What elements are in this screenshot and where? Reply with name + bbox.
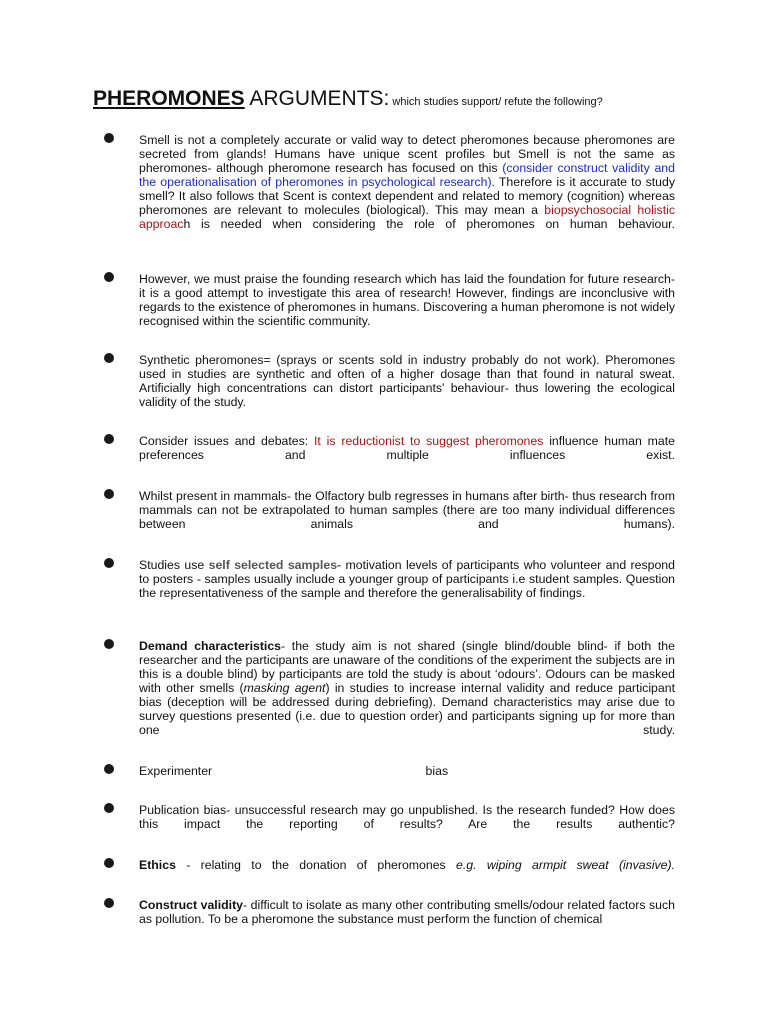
bullet-icon (104, 272, 114, 282)
item-bold-label: Construct validity (139, 898, 244, 912)
item-text: motivation levels of participants who volunteer and respond to posters - samples usually include a younger group of participants i.e student samples. Question the representativeness of the sample and therefore the generalisability of findings. (139, 558, 675, 600)
list-item (139, 272, 675, 328)
bullet-icon (104, 898, 114, 908)
title-bold: PHEROMONES (93, 87, 245, 110)
list-item (139, 898, 675, 926)
item-text: Therefore is it accurate to study smell? It also follows that Scent is context dependent and related to memory (cognition) whereas pheromones are relevant to molecules (biological). This may mean a (139, 175, 675, 217)
item-highlight-red: It is reductionist to suggest pheromones (314, 434, 544, 448)
list-item (139, 353, 675, 409)
bullet-icon (104, 353, 114, 363)
item-italic: masking agent (243, 681, 326, 695)
item-text: However, we must praise the founding research which has laid the foundation for future research- it is a good attempt to investigate this area of research! However, findings are inconclusive with regards to the existence of pheromones in humans. Discovering a human pheromone is not widely recognised within the scientific community. (139, 272, 675, 328)
title-regular: ARGUMENTS: (244, 87, 390, 110)
item-highlight-blue: (consider construct validity and the operationalisation of pheromones in psychological research). (139, 161, 675, 189)
item-text: Synthetic pheromones= (sprays or scents sold in industry probably do not work). Pheromones used in studies are synthetic and often of a higher dosage than that found in natural sweat. Artificially high concentrations can distort participants' behaviour- thus lowering the ecological validity of the study. (139, 353, 675, 409)
item-highlight-red: biopsychosocial holistic approac (139, 203, 675, 231)
item-text: Whilst present in mammals- the Olfactory bulb regresses in humans after birth- thus research from mammals can not be extrapolated to human samples (there are too many individual differences between animals and humans). (139, 489, 675, 531)
list-item (139, 489, 675, 531)
item-text: Experimenter bias (139, 764, 449, 778)
item-text: - difficult to isolate as many other contributing smells/odour related factors such as pollution. To be a pheromone the substance must perform the function of chemical (139, 898, 676, 926)
item-text: Smell is not a completely accurate or valid way to detect pheromones because pheromones are secreted from glands! Humans have unique scent profiles but Smell is not the same as pheromones- although pheromone research has focused on this (139, 133, 675, 175)
item-italic: e.g. wiping armpit sweat (invasive). (456, 858, 675, 872)
bullet-icon (104, 803, 114, 813)
item-bold-label: Demand characteristics (139, 639, 282, 653)
page-title (93, 88, 603, 109)
list-item (139, 764, 675, 778)
item-text: Publication bias- unsuccessful research may go unpublished. Is the research funded? How does this impact the reporting of results? Are the results authentic? (139, 803, 675, 831)
list-item (139, 803, 675, 831)
title-subtitle: which studies support/ refute the following? (389, 96, 603, 108)
item-bold-label: Ethics (139, 858, 176, 872)
list-item (139, 133, 675, 231)
item-text: Consider issues and debates: (139, 434, 315, 448)
list-item (139, 434, 675, 462)
list-item (139, 858, 675, 872)
bullet-icon (104, 858, 114, 868)
list-item (139, 558, 675, 600)
item-text: influence human mate preferences and multiple influences exist. (139, 434, 675, 462)
bullet-icon (104, 434, 114, 444)
bullet-icon (104, 489, 114, 499)
item-highlight-grey: self selected samples- (208, 558, 342, 572)
list-item (139, 639, 675, 737)
bullet-icon (104, 764, 114, 774)
item-text: - the study aim is not shared (single blind/double blind- if both the researcher and the participants are unaware of the conditions of the experiment the subjects are in this is a double blind) by participants are told the study is about ‘odours’. Odours can be masked with other smells ( (139, 639, 675, 695)
item-text: h is needed when considering the role of pheromones on human behaviour. (183, 217, 675, 231)
bullet-icon (104, 133, 114, 143)
item-text: Studies use (139, 558, 209, 572)
item-text: ) in studies to increase internal validity and reduce participant bias (deception will be addressed during debriefing). Demand characteristics may arise due to survey questions presented (i.e. due to question order) and participants signing up for more than one study. (139, 681, 675, 737)
item-text: - relating to the donation of pheromones (175, 858, 457, 872)
bullet-icon (104, 639, 114, 649)
bullet-icon (104, 558, 114, 568)
